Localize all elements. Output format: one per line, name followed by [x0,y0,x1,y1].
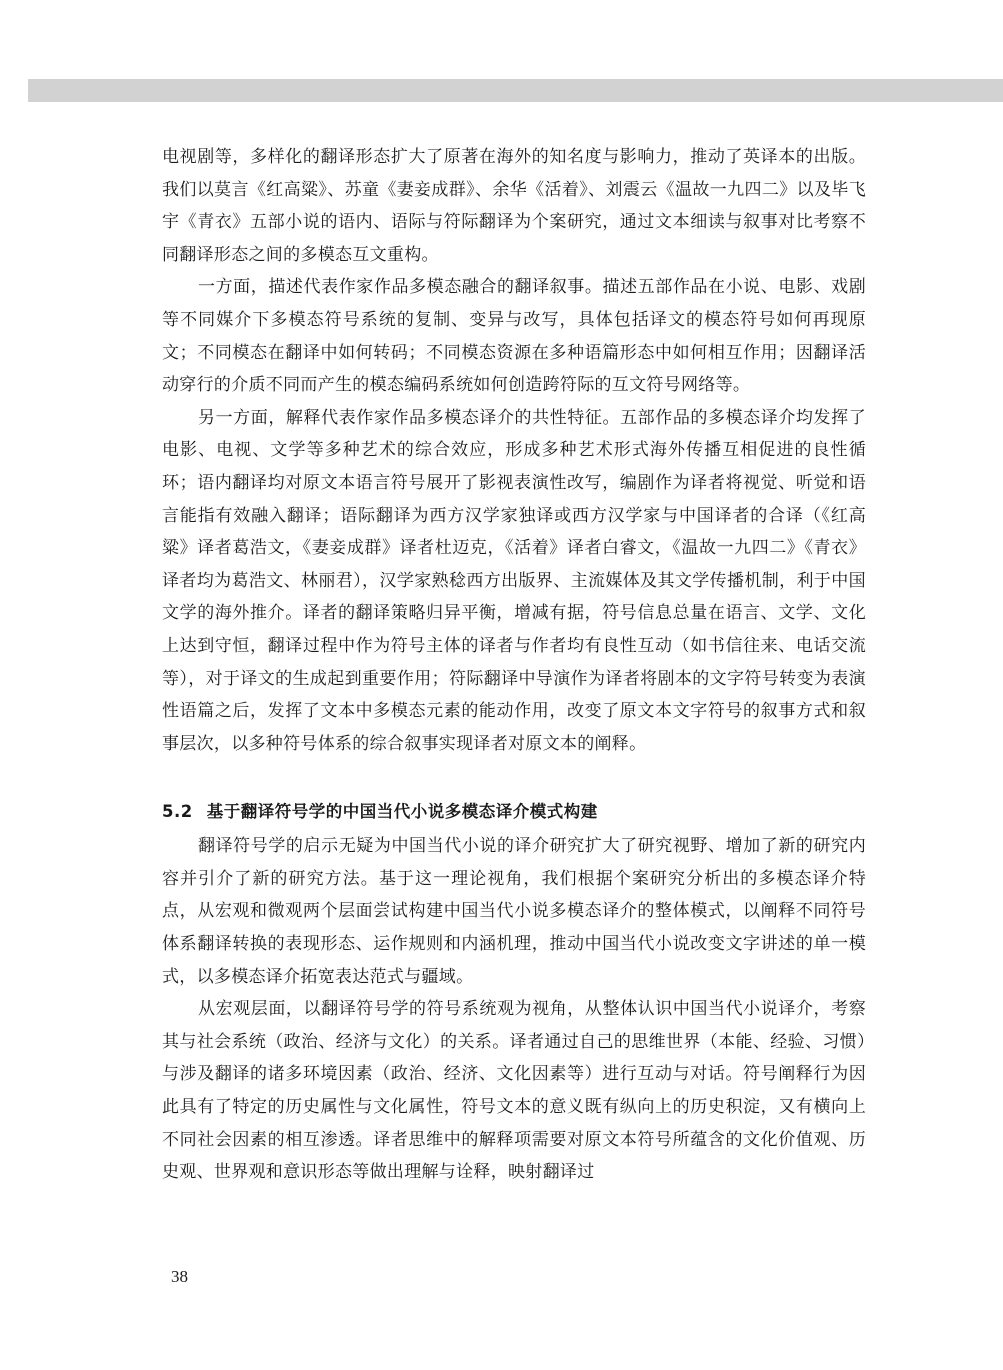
paragraph-4: 翻译符号学的启示无疑为中国当代小说的译介研究扩大了研究视野、增加了新的研究内容并引介了新的研究方法。基于这一理论视角，我们根据个案研究分析出的多模态译介特点，从宏观和微观两个层面尝试构建中国当代小说多模态译介的整体模式，以阐释不同符号体系翻译转换的表现形态、运作规则和内涵机理，推动中国当代小说改变文字讲述的单一模式，以多模态译介拓宽表达范式与疆域。 [162,836,866,987]
header-bar [28,79,1003,102]
paragraph-5: 从宏观层面，以翻译符号学的符号系统观为视角，从整体认识中国当代小说译介，考察其与社会系统（政治、经济与文化）的关系。译者通过自己的思维世界（本能、经验、习惯）与涉及翻译的诸多环境因素（政治、经济、文化因素等）进行互动与对话。符号阐释行为因此具有了特定的历史属性与文化属性，符号文本的意义既有纵向上的历史积淀，又有横向上不同社会因素的相互渗透。译者思维中的解释项需要对原文本符号所蕴含的文化价值观、历史观、世界观和意识形态等做出理解与诠释，映射翻译过 [162,999,866,1183]
section-heading [162,794,866,830]
paragraph-1: 电视剧等，多样化的翻译形态扩大了原著在海外的知名度与影响力，推动了英译本的出版。我们以莫言《红高粱》、苏童《妻妾成群》、余华《活着》、刘震云《温故一九四二》以及毕飞宇《青衣》五部小说的语内、语际与符际翻译为个案研究，通过文本细读与叙事对比考察不同翻译形态之间的多模态互文重构。 [162,147,866,265]
section-number: 5.2 [162,802,193,822]
paragraph-3: 另一方面，解释代表作家作品多模态译介的共性特征。五部作品的多模态译介均发挥了电影、电视、文学等多种艺术的综合效应，形成多种艺术形式海外传播互相促进的良性循环；语内翻译均对原文本语言符号展开了影视表演性改写，编剧作为译者将视觉、听觉和语言能指有效融入翻译；语际翻译为西方汉学家独译或西方汉学家与中国译者的合译（《红高粱》译者葛浩文，《妻妾成群》译者杜迈克，《活着》译者白睿文，《温故一九四二》《青衣》译者均为葛浩文、林丽君），汉学家熟稔西方出版界、主流媒体及其文学传播机制，利于中国文学的海外推介。译者的翻译策略归异平衡，增减有据，符号信息总量在语言、文学、文化上达到守恒，翻译过程中作为符号主体的译者与作者均有良性互动（如书信往来、电话交流等），对于译文的生成起到重要作用；符际翻译中导演作为译者将剧本的文字符号转变为表演性语篇之后，发挥了文本中多模态元素的能动作用，改变了原文本文字符号的叙事方式和叙事层次，以多种符号体系的综合叙事实现译者对原文本的阐释。 [162,407,866,754]
page-number: 38 [171,1267,188,1286]
section-title: 基于翻译符号学的中国当代小说多模态译介模式构建 [206,802,598,822]
paragraph-2: 一方面，描述代表作家作品多模态融合的翻译叙事。描述五部作品在小说、电影、戏剧等不同媒介下多模态符号系统的复制、变异与改写，具体包括译文的模态符号如何再现原文；不同模态在翻译中如何转码；不同模态资源在多种语篇形态中如何相互作用；因翻译活动穿行的介质不同而产生的模态编码系统如何创造跨符际的互文符号网络等。 [162,277,866,396]
page-body [162,141,866,1189]
